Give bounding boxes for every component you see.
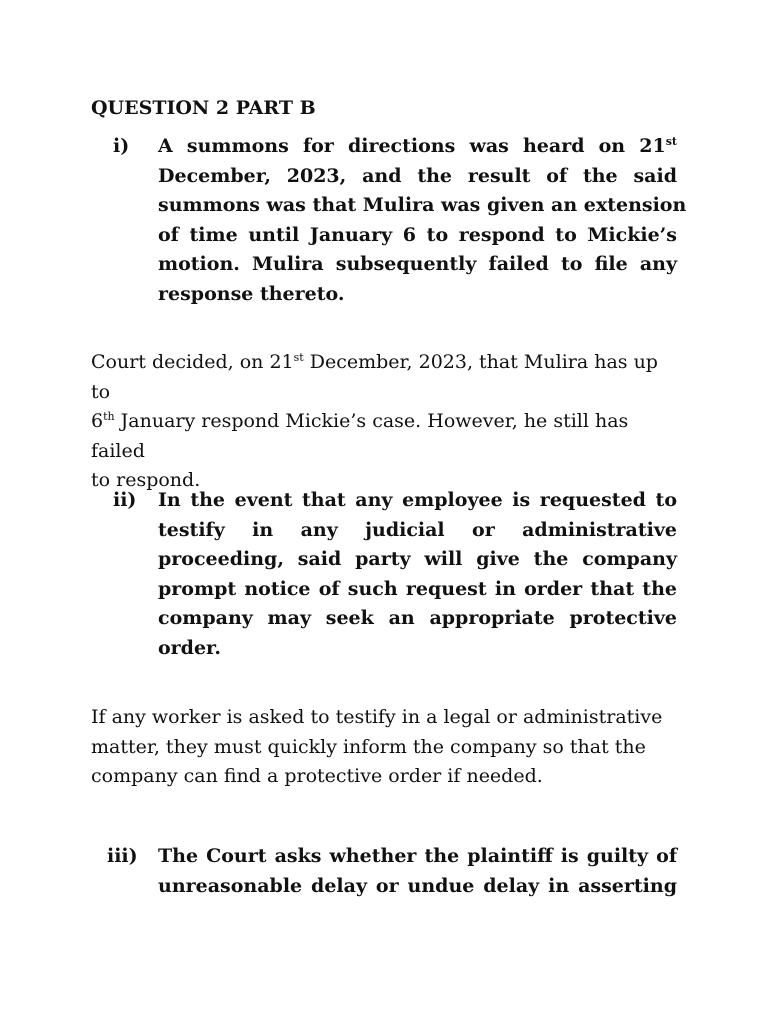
text-line: unreasonable delay or undue delay in asserting — [158, 874, 677, 897]
text-line: company may seek an appropriate protective — [158, 607, 677, 629]
text-line: The Court asks whether the plaintiff is guilty of — [158, 845, 677, 867]
answer-paragraph: If any worker is asked to testify in a legal or administrative matter, they must quickly inform the company so that the company can find a protective order if needed. — [91, 706, 663, 787]
text-line: A summons for directions was heard on 21st — [158, 135, 677, 157]
question-text — [158, 842, 677, 901]
question-text — [158, 132, 687, 309]
text-line: motion. Mulira subsequently failed to file any — [158, 253, 677, 275]
text-line: testify in any judicial or administrative — [158, 518, 677, 541]
text-line: summons was that Mulira was given an extension — [158, 194, 687, 216]
text-line: proceeding, said party will give the company — [158, 548, 677, 570]
text-line: In the event that any employee is requested to — [158, 489, 677, 511]
text-line: of time until January 6 to respond to Mickie’s — [158, 223, 677, 246]
text-line: prompt notice of such request in order that the — [158, 577, 677, 600]
item-label: ii) — [113, 489, 137, 511]
ordinal-suffix: st — [293, 351, 304, 364]
ordinal-suffix: st — [665, 135, 677, 148]
section-heading: QUESTION 2 PART B — [91, 97, 316, 119]
text-line: order. — [158, 636, 221, 659]
item-label: iii) — [107, 845, 138, 867]
question-text — [158, 486, 677, 663]
text-line: response thereto. — [158, 282, 345, 305]
text-line: December, 2023, and the result of the said — [158, 164, 677, 187]
ordinal-suffix: th — [103, 410, 115, 423]
answer-paragraph: Court decided, on 21st December, 2023, that Mulira has up to 6th January respond Mickie’s case. However, he still has failed to respond. — [91, 351, 658, 491]
item-label: i) — [113, 135, 130, 157]
